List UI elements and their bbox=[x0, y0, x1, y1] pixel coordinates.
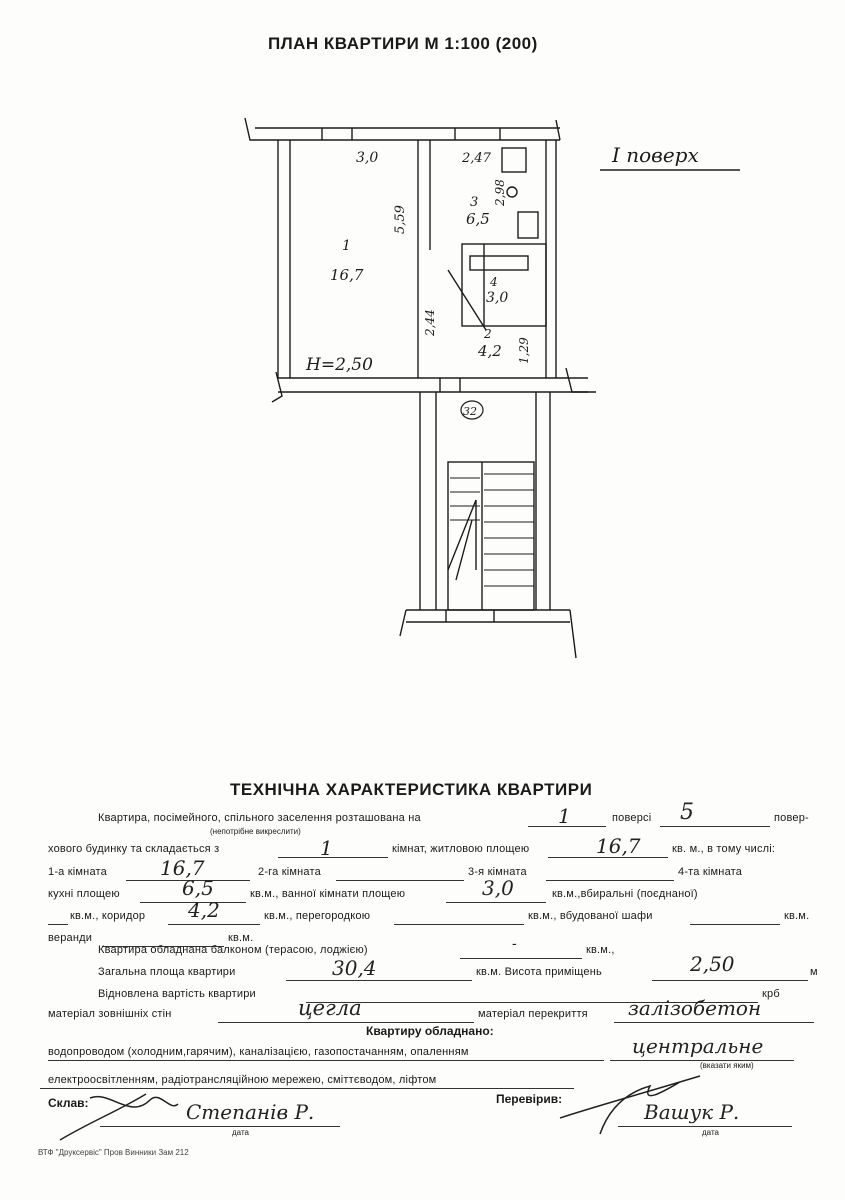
l4b: кв.м., ванної кімнати площею bbox=[250, 888, 406, 900]
kitchen-depth: 2,98 bbox=[493, 179, 507, 206]
l1b: поверсі bbox=[612, 812, 652, 824]
floor-value: 1 bbox=[558, 804, 571, 828]
l8c: м bbox=[810, 966, 818, 978]
corridor-value: 4,2 bbox=[188, 898, 220, 922]
room1-area: 16,7 bbox=[330, 266, 364, 284]
l1c: повер- bbox=[774, 812, 809, 824]
l10a: матеріал зовнішніх стін bbox=[48, 1008, 172, 1020]
l2c: кв. м., в тому числі: bbox=[672, 843, 776, 855]
l5a: кв.м., коридор bbox=[70, 910, 146, 922]
l4a: кухні площею bbox=[48, 888, 120, 900]
bath-value: 3,0 bbox=[482, 876, 514, 900]
note2: (вказати яким) bbox=[700, 1061, 754, 1070]
tech-title: ТЕХНІЧНА ХАРАКТЕРИСТИКА КВАРТИРИ bbox=[230, 780, 593, 799]
l7a: Квартира обладнана балконом (терасою, лоджією) bbox=[98, 944, 368, 956]
l8b: кв.м. Висота приміщень bbox=[476, 966, 602, 978]
ceiling-value: залізобетон bbox=[628, 996, 762, 1020]
l10b: матеріал перекриття bbox=[478, 1008, 588, 1020]
l12: водопроводом (холодним,гарячим), каналізацією, газопостачанням, опаленням bbox=[48, 1046, 469, 1058]
plan-title: ПЛАН КВАРТИРИ М 1:100 (200) bbox=[268, 34, 538, 53]
floors-total-value: 5 bbox=[680, 800, 694, 825]
l7b: кв.м., bbox=[586, 944, 615, 956]
l5c: кв.м., вбудованої шафи bbox=[528, 910, 653, 922]
date1: дата bbox=[232, 1128, 249, 1137]
corridor-length: 2,44 bbox=[423, 309, 437, 336]
kitchen-number: 3 bbox=[470, 195, 479, 210]
date2: дата bbox=[702, 1128, 719, 1137]
l3a: 1-а кімната bbox=[48, 866, 107, 878]
balcony-value: - bbox=[512, 936, 517, 952]
room1-width: 3,0 bbox=[356, 150, 379, 166]
equipped-heading: Квартиру обладнано: bbox=[366, 1024, 494, 1038]
kitchen-width: 2,47 bbox=[462, 151, 491, 166]
footer-imprint: ВТФ "Друксервіс" Пров Винники Зам 212 bbox=[38, 1148, 189, 1157]
bath-dim: 1,29 bbox=[517, 337, 531, 364]
l3d: 4-та кімната bbox=[678, 866, 743, 878]
l3b: 2-га кімната bbox=[258, 866, 321, 878]
kitchen-area: 6,5 bbox=[466, 210, 490, 228]
rooms-value: 1 bbox=[320, 836, 333, 860]
walls-value: цегла bbox=[298, 996, 362, 1020]
l3c: 3-я кімната bbox=[468, 866, 527, 878]
l2b: кімнат, житловою площею bbox=[392, 843, 530, 855]
bath-number: 4 bbox=[490, 275, 498, 289]
corridor-number: 2 bbox=[484, 327, 492, 341]
note1: (непотрібне викреслити) bbox=[210, 827, 301, 836]
room1-length: 5,59 bbox=[393, 205, 408, 234]
bath-area: 3,0 bbox=[486, 290, 509, 306]
l9a: Відновлена вартість квартири bbox=[98, 988, 256, 1000]
stair-label: 32 bbox=[463, 405, 477, 418]
living-value: 16,7 bbox=[596, 834, 641, 858]
floor-note: I поверх bbox=[612, 143, 699, 167]
l8a: Загальна площа квартири bbox=[98, 966, 236, 978]
room1-value: 16,7 bbox=[160, 856, 205, 880]
l5b: кв.м., перегородкою bbox=[264, 910, 371, 922]
l13: електроосвітленням, радіотрансляційною мережею, сміттєводом, ліфтом bbox=[48, 1074, 437, 1086]
corridor-area: 4,2 bbox=[478, 342, 502, 360]
kitchen-value: 6,5 bbox=[182, 876, 214, 900]
l6b: кв.м. bbox=[228, 932, 254, 944]
height-label: H=2,50 bbox=[306, 355, 373, 375]
l4c: кв.м.,вбиральні (поєднаної) bbox=[552, 888, 698, 900]
l1a: Квартира, посімейного, спільного заселення розташована на bbox=[98, 812, 421, 824]
heating-value: центральне bbox=[632, 1034, 764, 1058]
height-value: 2,50 bbox=[690, 952, 735, 976]
l6a: веранди bbox=[48, 932, 93, 944]
l5d: кв.м. bbox=[784, 910, 810, 922]
checked-label: Перевірив: bbox=[496, 1092, 563, 1106]
compiled-label: Склав: bbox=[48, 1096, 89, 1110]
total-area-value: 30,4 bbox=[332, 956, 377, 980]
room1-number: 1 bbox=[342, 238, 351, 254]
checked-name: Вашук Р. bbox=[644, 1100, 740, 1124]
l2a: хового будинку та складається з bbox=[48, 843, 220, 855]
l9b: крб bbox=[762, 988, 780, 1000]
compiled-name: Степанів Р. bbox=[186, 1100, 315, 1124]
